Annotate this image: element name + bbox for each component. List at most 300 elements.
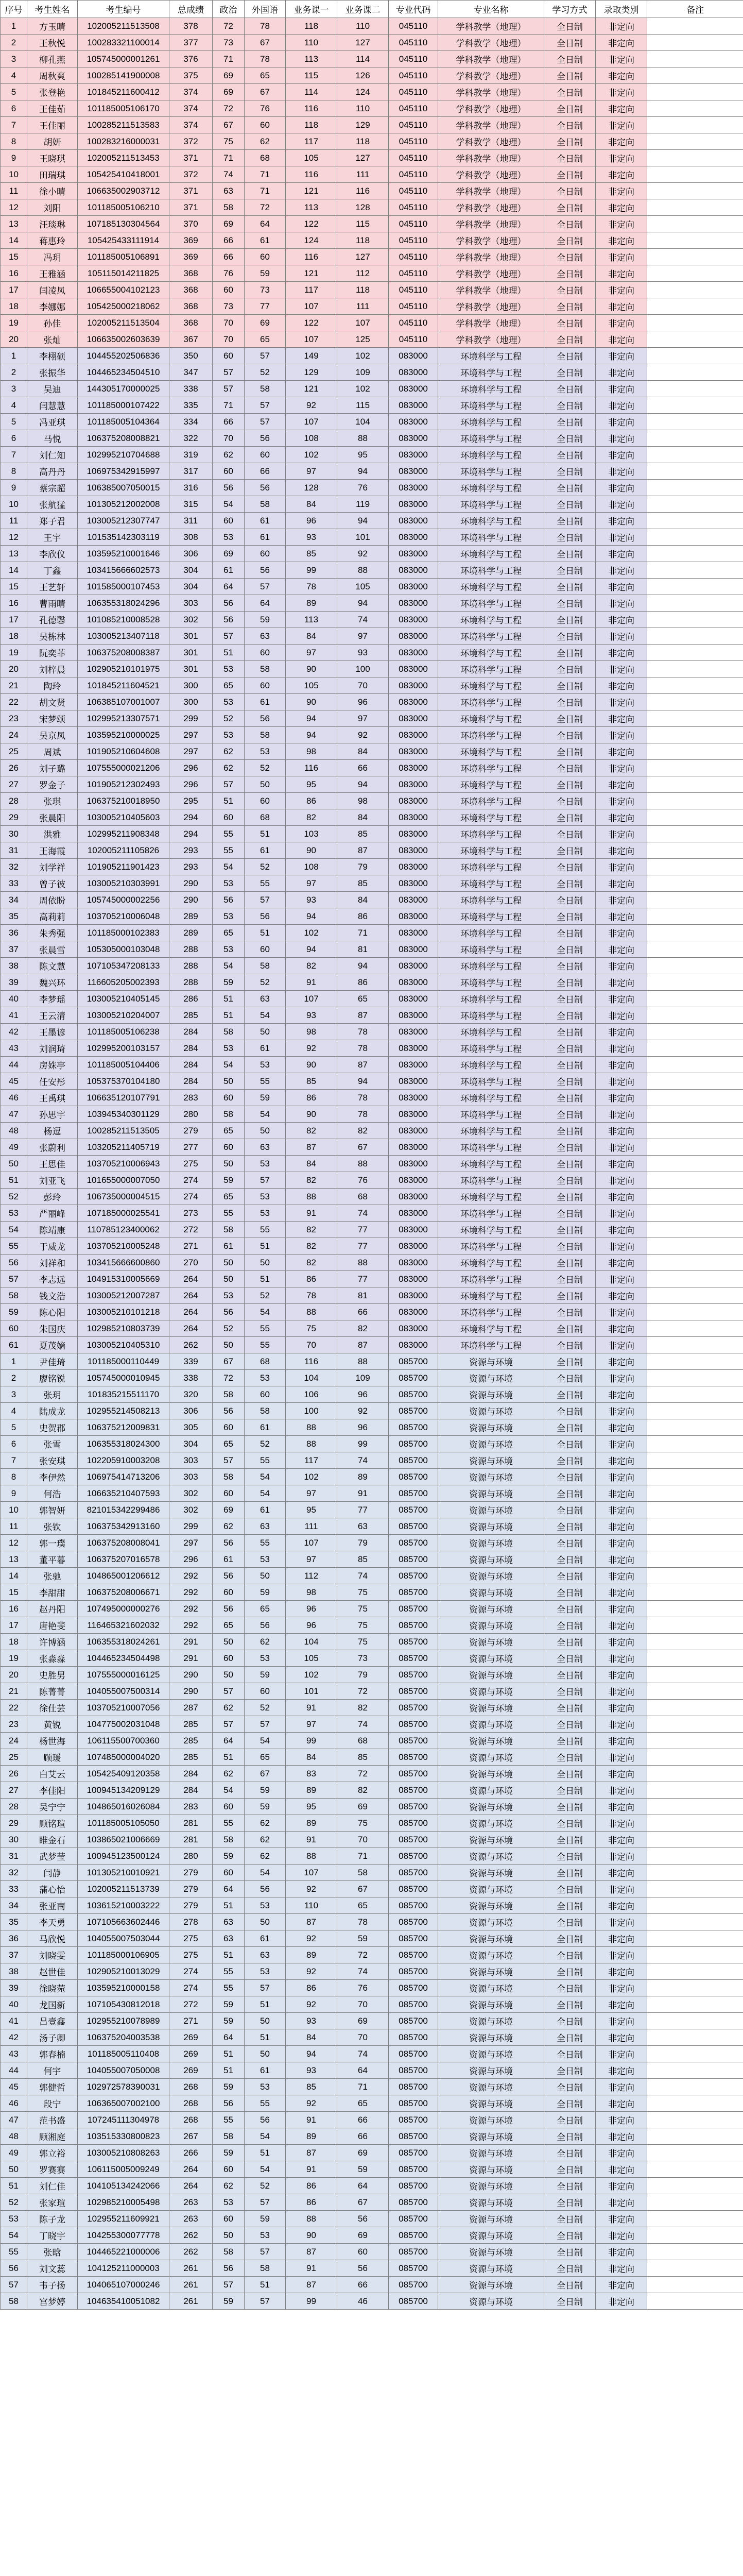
seq-cell: 57 <box>1 2277 27 2293</box>
course1-score-cell: 149 <box>286 348 337 364</box>
study-mode-cell: 全日制 <box>544 133 596 150</box>
admission-category-cell: 非定向 <box>596 1700 647 1716</box>
total-score-cell: 304 <box>169 579 213 595</box>
id-cell: 105425433111914 <box>78 232 169 249</box>
id-cell: 105375370104180 <box>78 1073 169 1090</box>
course1-score-cell: 116 <box>286 760 337 776</box>
politics-score-cell: 56 <box>213 1304 245 1320</box>
major-name-cell: 环境科学与工程 <box>438 1024 544 1040</box>
id-cell: 104065107000246 <box>78 2277 169 2293</box>
major-code-cell: 083000 <box>389 925 438 941</box>
major-code-cell: 085700 <box>389 2293 438 2310</box>
course2-score-cell: 66 <box>337 2277 389 2293</box>
id-cell: 100285211513583 <box>78 117 169 133</box>
admission-category-cell: 非定向 <box>596 1139 647 1156</box>
course1-score-cell: 116 <box>286 166 337 183</box>
major-name-cell: 环境科学与工程 <box>438 661 544 677</box>
foreign-language-score-cell: 68 <box>245 150 286 166</box>
major-code-cell: 085700 <box>389 1535 438 1551</box>
id-cell: 103865021006669 <box>78 1832 169 1848</box>
name-cell: 史贺郡 <box>27 1419 78 1436</box>
major-code-cell: 085700 <box>389 1386 438 1403</box>
seq-cell: 5 <box>1 1419 27 1436</box>
major-name-cell: 资源与环境 <box>438 1930 544 1947</box>
course2-score-cell: 82 <box>337 1123 389 1139</box>
course1-score-cell: 121 <box>286 183 337 199</box>
foreign-language-score-cell: 55 <box>245 1337 286 1353</box>
major-name-cell: 环境科学与工程 <box>438 1189 544 1205</box>
total-score-cell: 274 <box>169 1189 213 1205</box>
major-name-cell: 资源与环境 <box>438 1799 544 1815</box>
foreign-language-score-cell: 51 <box>245 1238 286 1255</box>
id-cell: 101185000102383 <box>78 925 169 941</box>
admission-category-cell: 非定向 <box>596 1222 647 1238</box>
admission-category-cell: 非定向 <box>596 1189 647 1205</box>
remarks-cell <box>647 1205 743 1222</box>
total-score-cell: 275 <box>169 1156 213 1172</box>
name-cell: 夏茂嫡 <box>27 1337 78 1353</box>
major-name-cell: 环境科学与工程 <box>438 1337 544 1353</box>
foreign-language-score-cell: 59 <box>245 1799 286 1815</box>
study-mode-cell: 全日制 <box>544 1386 596 1403</box>
total-score-cell: 280 <box>169 1106 213 1123</box>
major-name-cell: 环境科学与工程 <box>438 463 544 480</box>
id-cell: 103205211405719 <box>78 1139 169 1156</box>
name-cell: 杨世海 <box>27 1733 78 1749</box>
table-row <box>1 1123 743 1139</box>
major-code-cell: 045110 <box>389 216 438 232</box>
politics-score-cell: 60 <box>213 513 245 529</box>
table-row <box>1 298 743 315</box>
seq-cell: 8 <box>1 463 27 480</box>
course1-score-cell: 98 <box>286 1024 337 1040</box>
study-mode-cell: 全日制 <box>544 1683 596 1700</box>
major-code-cell: 083000 <box>389 1287 438 1304</box>
id-cell: 100285141900008 <box>78 67 169 84</box>
total-score-cell: 288 <box>169 958 213 974</box>
course1-score-cell: 91 <box>286 2161 337 2178</box>
table-row <box>1 760 743 776</box>
foreign-language-score-cell: 67 <box>245 1766 286 1782</box>
id-cell: 105305000103048 <box>78 941 169 958</box>
id-cell: 101185000107422 <box>78 397 169 414</box>
politics-score-cell: 58 <box>213 1106 245 1123</box>
seq-cell: 1 <box>1 348 27 364</box>
admission-category-cell: 非定向 <box>596 1502 647 1518</box>
total-score-cell: 300 <box>169 677 213 694</box>
id-cell: 102905210013029 <box>78 1963 169 1980</box>
table-row <box>1 1799 743 1815</box>
study-mode-cell: 全日制 <box>544 1090 596 1106</box>
name-cell: 张航猛 <box>27 496 78 513</box>
major-code-cell: 083000 <box>389 875 438 892</box>
total-score-cell: 306 <box>169 1403 213 1419</box>
remarks-cell <box>647 51 743 67</box>
remarks-cell <box>647 1502 743 1518</box>
major-name-cell: 环境科学与工程 <box>438 381 544 397</box>
course2-score-cell: 59 <box>337 1930 389 1947</box>
remarks-cell <box>647 875 743 892</box>
name-cell: 吴迪 <box>27 381 78 397</box>
name-cell: 何宇 <box>27 2062 78 2079</box>
admission-category-cell: 非定向 <box>596 826 647 842</box>
foreign-language-score-cell: 51 <box>245 2029 286 2046</box>
politics-score-cell: 51 <box>213 1749 245 1766</box>
study-mode-cell: 全日制 <box>544 1568 596 1584</box>
admission-category-cell: 非定向 <box>596 1650 647 1667</box>
name-cell: 王思佳 <box>27 1156 78 1172</box>
politics-score-cell: 58 <box>213 1024 245 1040</box>
politics-score-cell: 56 <box>213 2260 245 2277</box>
total-score-cell: 269 <box>169 2062 213 2079</box>
id-cell: 110785123400062 <box>78 1222 169 1238</box>
major-name-cell: 环境科学与工程 <box>438 859 544 875</box>
name-cell: 王佳丽 <box>27 117 78 133</box>
study-mode-cell: 全日制 <box>544 1650 596 1667</box>
course1-score-cell: 115 <box>286 67 337 84</box>
course2-score-cell: 46 <box>337 2293 389 2310</box>
major-code-cell: 045110 <box>389 133 438 150</box>
foreign-language-score-cell: 50 <box>245 2013 286 2029</box>
politics-score-cell: 53 <box>213 2194 245 2211</box>
id-cell: 102005211105826 <box>78 842 169 859</box>
total-score-cell: 261 <box>169 2293 213 2310</box>
major-code-cell: 085700 <box>389 2112 438 2128</box>
major-name-cell: 资源与环境 <box>438 1815 544 1832</box>
major-name-cell: 环境科学与工程 <box>438 875 544 892</box>
course1-score-cell: 88 <box>286 2211 337 2227</box>
study-mode-cell: 全日制 <box>544 1551 596 1568</box>
course2-score-cell: 68 <box>337 1733 389 1749</box>
foreign-language-score-cell: 55 <box>245 1320 286 1337</box>
seq-cell: 40 <box>1 1996 27 2013</box>
admission-category-cell: 非定向 <box>596 908 647 925</box>
foreign-language-score-cell: 61 <box>245 694 286 710</box>
id-cell: 107185000025541 <box>78 1205 169 1222</box>
remarks-cell <box>647 1090 743 1106</box>
study-mode-cell: 全日制 <box>544 991 596 1007</box>
course1-score-cell: 93 <box>286 529 337 546</box>
admission-category-cell: 非定向 <box>596 612 647 628</box>
seq-cell: 43 <box>1 2046 27 2062</box>
foreign-language-score-cell: 50 <box>245 1568 286 1584</box>
id-cell: 107485000004020 <box>78 1749 169 1766</box>
course1-score-cell: 92 <box>286 1963 337 1980</box>
table-row <box>1 710 743 727</box>
seq-cell: 5 <box>1 414 27 430</box>
total-score-cell: 295 <box>169 793 213 809</box>
foreign-language-score-cell: 56 <box>245 480 286 496</box>
id-cell: 103005210808263 <box>78 2145 169 2161</box>
remarks-cell <box>647 1007 743 1024</box>
major-code-cell: 085700 <box>389 1469 438 1485</box>
seq-cell: 2 <box>1 35 27 51</box>
politics-score-cell: 53 <box>213 1040 245 1057</box>
name-cell: 蒲心怡 <box>27 1881 78 1897</box>
total-score-cell: 367 <box>169 331 213 348</box>
politics-score-cell: 53 <box>213 661 245 677</box>
seq-cell: 55 <box>1 2244 27 2260</box>
major-code-cell: 085700 <box>389 2194 438 2211</box>
politics-score-cell: 63 <box>213 183 245 199</box>
politics-score-cell: 50 <box>213 1634 245 1650</box>
total-score-cell: 263 <box>169 2194 213 2211</box>
table-row <box>1 1452 743 1469</box>
study-mode-cell: 全日制 <box>544 1930 596 1947</box>
seq-cell: 42 <box>1 2029 27 2046</box>
table-row <box>1 1189 743 1205</box>
course1-score-cell: 116 <box>286 100 337 117</box>
major-code-cell: 085700 <box>389 2128 438 2145</box>
course2-score-cell: 92 <box>337 546 389 562</box>
admission-category-cell: 非定向 <box>596 760 647 776</box>
table-row <box>1 430 743 447</box>
foreign-language-score-cell: 61 <box>245 1930 286 1947</box>
admission-category-cell: 非定向 <box>596 546 647 562</box>
major-code-cell: 045110 <box>389 282 438 298</box>
seq-cell: 20 <box>1 331 27 348</box>
seq-cell: 4 <box>1 1403 27 1419</box>
course1-score-cell: 90 <box>286 1106 337 1123</box>
admission-category-cell: 非定向 <box>596 842 647 859</box>
course2-score-cell: 58 <box>337 1865 389 1881</box>
name-cell: 宋梦颂 <box>27 710 78 727</box>
politics-score-cell: 67 <box>213 1353 245 1370</box>
course2-score-cell: 124 <box>337 84 389 100</box>
foreign-language-score-cell: 56 <box>245 2112 286 2128</box>
foreign-language-score-cell: 67 <box>245 35 286 51</box>
id-cell: 106115005009249 <box>78 2161 169 2178</box>
foreign-language-score-cell: 58 <box>245 1403 286 1419</box>
id-cell: 101185005106891 <box>78 249 169 265</box>
politics-score-cell: 53 <box>213 694 245 710</box>
seq-cell: 14 <box>1 562 27 579</box>
study-mode-cell: 全日制 <box>544 809 596 826</box>
foreign-language-score-cell: 58 <box>245 381 286 397</box>
major-code-cell: 083000 <box>389 430 438 447</box>
major-code-cell: 085700 <box>389 1436 438 1452</box>
course1-score-cell: 89 <box>286 1815 337 1832</box>
course1-score-cell: 116 <box>286 1353 337 1370</box>
total-score-cell: 315 <box>169 496 213 513</box>
remarks-cell <box>647 1304 743 1320</box>
course1-score-cell: 102 <box>286 1469 337 1485</box>
study-mode-cell: 全日制 <box>544 1667 596 1683</box>
remarks-cell <box>647 2128 743 2145</box>
total-score-cell: 289 <box>169 925 213 941</box>
admission-category-cell: 非定向 <box>596 84 647 100</box>
study-mode-cell: 全日制 <box>544 1848 596 1865</box>
major-name-cell: 环境科学与工程 <box>438 348 544 364</box>
foreign-language-score-cell: 62 <box>245 133 286 150</box>
course1-score-cell: 85 <box>286 1073 337 1090</box>
total-score-cell: 262 <box>169 1337 213 1353</box>
course1-score-cell: 113 <box>286 51 337 67</box>
admission-category-cell: 非定向 <box>596 447 647 463</box>
major-code-cell: 083000 <box>389 1090 438 1106</box>
name-cell: 顾湘庭 <box>27 2128 78 2145</box>
course1-score-cell: 84 <box>286 2029 337 2046</box>
total-score-cell: 368 <box>169 315 213 331</box>
foreign-language-score-cell: 54 <box>245 1007 286 1024</box>
admission-category-cell: 非定向 <box>596 694 647 710</box>
course1-score-cell: 92 <box>286 1881 337 1897</box>
remarks-cell <box>647 2244 743 2260</box>
remarks-cell <box>647 892 743 908</box>
remarks-cell <box>647 793 743 809</box>
total-score-cell: 272 <box>169 1996 213 2013</box>
total-score-cell: 261 <box>169 2260 213 2277</box>
remarks-cell <box>647 2227 743 2244</box>
total-score-cell: 377 <box>169 35 213 51</box>
course1-score-cell: 82 <box>286 1255 337 1271</box>
id-cell: 101085210008528 <box>78 612 169 628</box>
id-cell: 106375207016578 <box>78 1551 169 1568</box>
name-cell: 严丽峰 <box>27 1205 78 1222</box>
politics-score-cell: 50 <box>213 1255 245 1271</box>
remarks-cell <box>647 298 743 315</box>
course1-score-cell: 113 <box>286 612 337 628</box>
major-code-cell: 085700 <box>389 1502 438 1518</box>
major-name-cell: 资源与环境 <box>438 2260 544 2277</box>
remarks-cell <box>647 331 743 348</box>
politics-score-cell: 60 <box>213 1485 245 1502</box>
seq-cell: 37 <box>1 941 27 958</box>
seq-cell: 18 <box>1 298 27 315</box>
remarks-cell <box>647 2178 743 2194</box>
major-code-cell: 085700 <box>389 2079 438 2095</box>
total-score-cell: 293 <box>169 859 213 875</box>
foreign-language-score-cell: 54 <box>245 1304 286 1320</box>
study-mode-cell: 全日制 <box>544 2145 596 2161</box>
total-score-cell: 289 <box>169 908 213 925</box>
study-mode-cell: 全日制 <box>544 447 596 463</box>
course2-score-cell: 65 <box>337 991 389 1007</box>
major-code-cell: 045110 <box>389 232 438 249</box>
total-score-cell: 302 <box>169 612 213 628</box>
table-row <box>1 727 743 743</box>
name-cell: 高丹丹 <box>27 463 78 480</box>
total-score-cell: 274 <box>169 1980 213 1996</box>
politics-score-cell: 60 <box>213 1650 245 1667</box>
admission-category-cell: 非定向 <box>596 1980 647 1996</box>
foreign-language-score-cell: 59 <box>245 2211 286 2227</box>
study-mode-cell: 全日制 <box>544 84 596 100</box>
id-cell: 102995200103157 <box>78 1040 169 1057</box>
major-name-cell: 资源与环境 <box>438 2178 544 2194</box>
total-score-cell: 374 <box>169 84 213 100</box>
study-mode-cell: 全日制 <box>544 1716 596 1733</box>
course2-score-cell: 77 <box>337 1222 389 1238</box>
seq-cell: 19 <box>1 1650 27 1667</box>
foreign-language-score-cell: 63 <box>245 991 286 1007</box>
course2-score-cell: 70 <box>337 1996 389 2013</box>
politics-score-cell: 60 <box>213 2211 245 2227</box>
politics-score-cell: 62 <box>213 1518 245 1535</box>
major-code-cell: 085700 <box>389 1716 438 1733</box>
name-cell: 王佳茹 <box>27 100 78 117</box>
foreign-language-score-cell: 53 <box>245 1057 286 1073</box>
major-name-cell: 环境科学与工程 <box>438 1007 544 1024</box>
major-code-cell: 085700 <box>389 2244 438 2260</box>
course2-score-cell: 112 <box>337 265 389 282</box>
seq-cell: 50 <box>1 2161 27 2178</box>
name-cell: 刘仁佳 <box>27 2178 78 2194</box>
id-cell: 101845211604521 <box>78 677 169 694</box>
seq-cell: 39 <box>1 1980 27 1996</box>
remarks-cell <box>647 661 743 677</box>
total-score-cell: 317 <box>169 463 213 480</box>
remarks-cell <box>647 1881 743 1897</box>
major-code-cell: 085700 <box>389 1353 438 1370</box>
header-cell: 专业代码 <box>389 1 438 18</box>
foreign-language-score-cell: 59 <box>245 612 286 628</box>
course2-score-cell: 102 <box>337 348 389 364</box>
name-cell: 钱文浩 <box>27 1287 78 1304</box>
remarks-cell <box>647 612 743 628</box>
seq-cell: 7 <box>1 117 27 133</box>
major-code-cell: 045110 <box>389 18 438 35</box>
name-cell: 陈文慧 <box>27 958 78 974</box>
id-cell: 101585000107453 <box>78 579 169 595</box>
major-code-cell: 045110 <box>389 100 438 117</box>
politics-score-cell: 56 <box>213 1601 245 1617</box>
remarks-cell <box>647 1799 743 1815</box>
study-mode-cell: 全日制 <box>544 1106 596 1123</box>
study-mode-cell: 全日制 <box>544 859 596 875</box>
admission-category-cell: 非定向 <box>596 463 647 480</box>
total-score-cell: 271 <box>169 2013 213 2029</box>
foreign-language-score-cell: 54 <box>245 1733 286 1749</box>
study-mode-cell: 全日制 <box>544 1271 596 1287</box>
major-code-cell: 083000 <box>389 826 438 842</box>
study-mode-cell: 全日制 <box>544 2013 596 2029</box>
name-cell: 高莉莉 <box>27 908 78 925</box>
id-cell: 106375208008041 <box>78 1535 169 1551</box>
foreign-language-score-cell: 54 <box>245 2128 286 2145</box>
admission-category-cell: 非定向 <box>596 232 647 249</box>
course2-score-cell: 74 <box>337 1963 389 1980</box>
foreign-language-score-cell: 56 <box>245 430 286 447</box>
seq-cell: 7 <box>1 1452 27 1469</box>
seq-cell: 47 <box>1 2112 27 2128</box>
seq-cell: 17 <box>1 1617 27 1634</box>
course2-score-cell: 94 <box>337 958 389 974</box>
admission-category-cell: 非定向 <box>596 2260 647 2277</box>
id-cell: 106375204003538 <box>78 2029 169 2046</box>
major-name-cell: 资源与环境 <box>438 1601 544 1617</box>
total-score-cell: 297 <box>169 727 213 743</box>
major-code-cell: 085700 <box>389 1568 438 1584</box>
admission-category-cell: 非定向 <box>596 183 647 199</box>
foreign-language-score-cell: 61 <box>245 232 286 249</box>
header-cell: 备注 <box>647 1 743 18</box>
admission-category-cell: 非定向 <box>596 2062 647 2079</box>
id-cell: 106375210018950 <box>78 793 169 809</box>
remarks-cell <box>647 348 743 364</box>
study-mode-cell: 全日制 <box>544 1304 596 1320</box>
name-cell: 朱秀强 <box>27 925 78 941</box>
seq-cell: 36 <box>1 1930 27 1947</box>
course2-score-cell: 74 <box>337 612 389 628</box>
study-mode-cell: 全日制 <box>544 925 596 941</box>
name-cell: 何浩 <box>27 1485 78 1502</box>
course2-score-cell: 110 <box>337 18 389 35</box>
seq-cell: 31 <box>1 842 27 859</box>
foreign-language-score-cell: 69 <box>245 315 286 331</box>
table-row <box>1 1963 743 1980</box>
id-cell: 106635120107791 <box>78 1090 169 1106</box>
